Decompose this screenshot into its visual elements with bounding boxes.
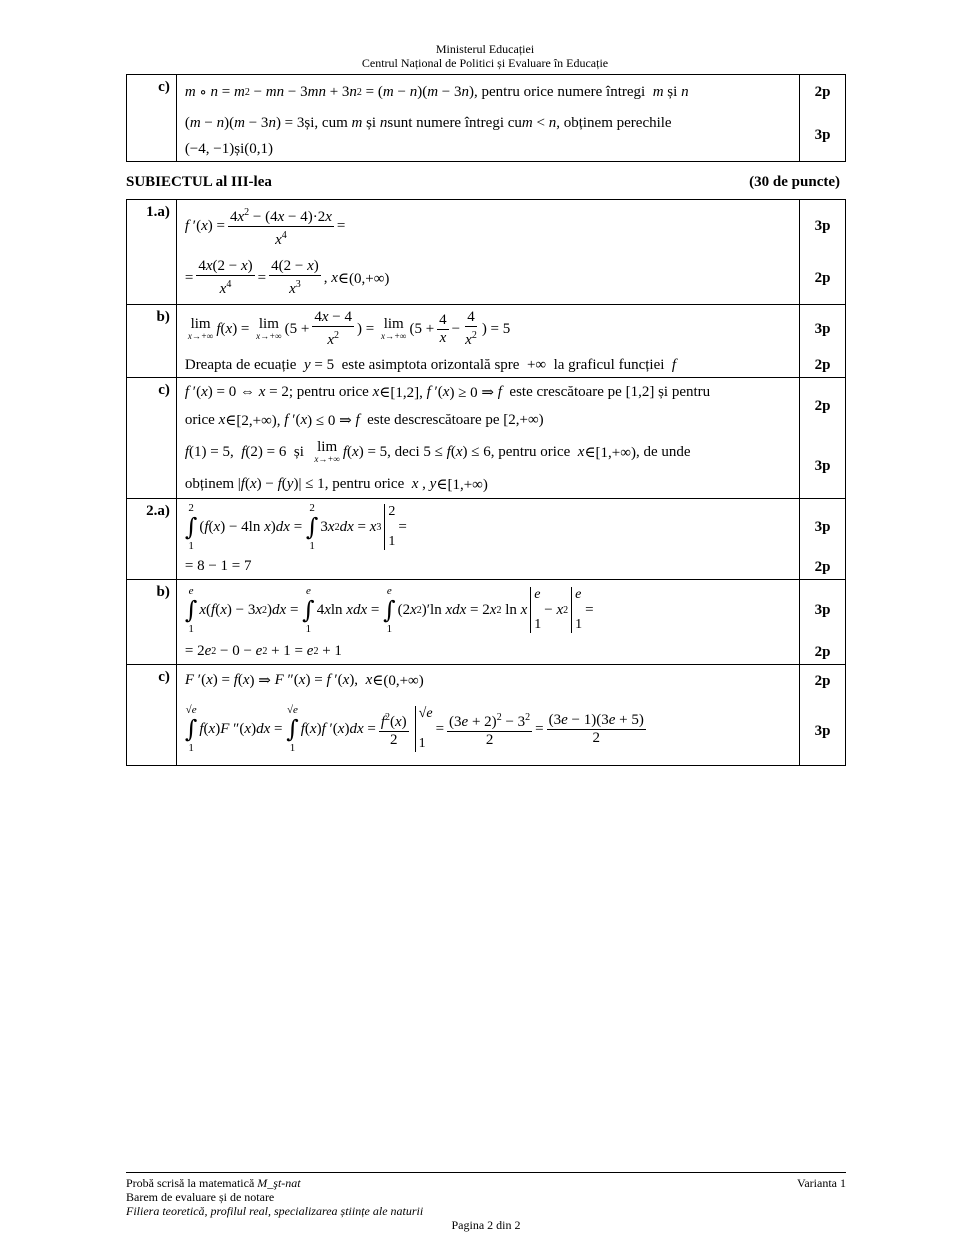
variant-label: Varianta 1 [797,1176,846,1190]
table-row: b) lim x→+∞ f ( x ) = lim x→+∞ (5 + $\frac{4x - 4}{x^2}$ ) = lim x→+∞ (5 + $\frac{4}{x}$ − $\frac{4}{x^2}$ ) = 5 Dreapta de ecuație y = 5 este asimptota orizontală spre +∞ la graficul funcției f 3p 2p [127,305,846,378]
points-cell: 2p 3p [800,75,846,162]
center-name: Centrul Național de Politici și Evaluare în Educație [361,56,609,70]
section-points: (30 de puncte) [749,174,840,190]
table-row: c) f ′( x ) = 0 ⇔ x = 2 ; pentru orice x ∈[1,2], f ′( x ) ≥ 0 ⇒ f este crescătoare pe [1,2] și pentru orice x ∈[2,+∞), f ′( x ) ≤ 0 ⇒ f este descrescătoare pe [2,+∞) f (1) = 5, f (2) = 6 și lim x→+∞ f ( x ) = 5 , deci 5 ≤ f ( x ) ≤ 6 , pentru orice x ∈[1,+∞) , de unde obținem | f ( x ) − f ( y )| ≤ 1 , pentru orice x , y ∈[1,+∞) 2p 3p [127,378,846,499]
table-row: 2.a) 2 ∫ 1 ( f ( x ) − 4ln x ) dx = 2 ∫ 1 3 x 2 dx = x 3 2 1 = = 8 − 1 = 7 3p 2p [127,499,846,580]
table-row: 1.a) f ′( x ) = $\frac{4x^2 - (4x - 4)\cdot 2x}{x^4}$ = = $\frac{4x(2 - x)}{x^4}$ = $\frac{4(2 - x)}{x^3}$ , x ∈(0,+∞) 3p 2p [127,200,846,305]
item-label: c) [127,75,177,162]
part3-table [126,199,846,766]
page-number: Pagina 2 din 2 [451,1218,521,1232]
solution-cell: m ∘ n = m 2 − mn − 3 mn + 3 n 2 = ( m − n )( m − 3 n ) , pentru orice numere întregi m și n ( m − n )( m − 3 n ) = 3 și, cum m și n sunt numere întregi cu m < n , obținem perechile (−4, −1) și (0,1) [176,75,799,162]
ministry-name: Ministerul Educației [435,42,535,56]
document-footer: Probă scrisă la matematică M_şt-nat Varianta 1 Barem de evaluare și de notare Filiera teoretică, profilul real, specializarea științe ale naturii Pagina 2 din 2 [126,1172,846,1232]
table-row: c) F ′( x ) = f ( x ) ⇒ F ″( x ) = f ′( x ), x ∈(0,+∞) √e ∫ 1 f ( x ) F ″( x ) dx = √e ∫ 1 f ( x ) f ′( x ) dx = $\frac{f^2(x)}{2}$ √e 1 = $\frac{(3e + 2)^2 - 3^2}{2}$ = $\frac{(3e - 1)(3e + 5)}{2}$ 2p 3p [127,665,846,766]
section-title: SUBIECTUL al III-lea (30 de puncte) [126,174,840,190]
document-header [0,42,970,70]
part2-table [126,74,846,162]
table-row: b) e ∫ 1 x ( f ( x ) − 3 x 2 ) dx = e ∫ 1 4 x ln xdx = e ∫ 1 (2 x 2 )′ln xdx = 2 x 2 ln x e 1 − x 2 e 1 = = 2 e 2 − 0 − e 2 + 1 = e 2 + 1 3p 2p [127,580,846,665]
